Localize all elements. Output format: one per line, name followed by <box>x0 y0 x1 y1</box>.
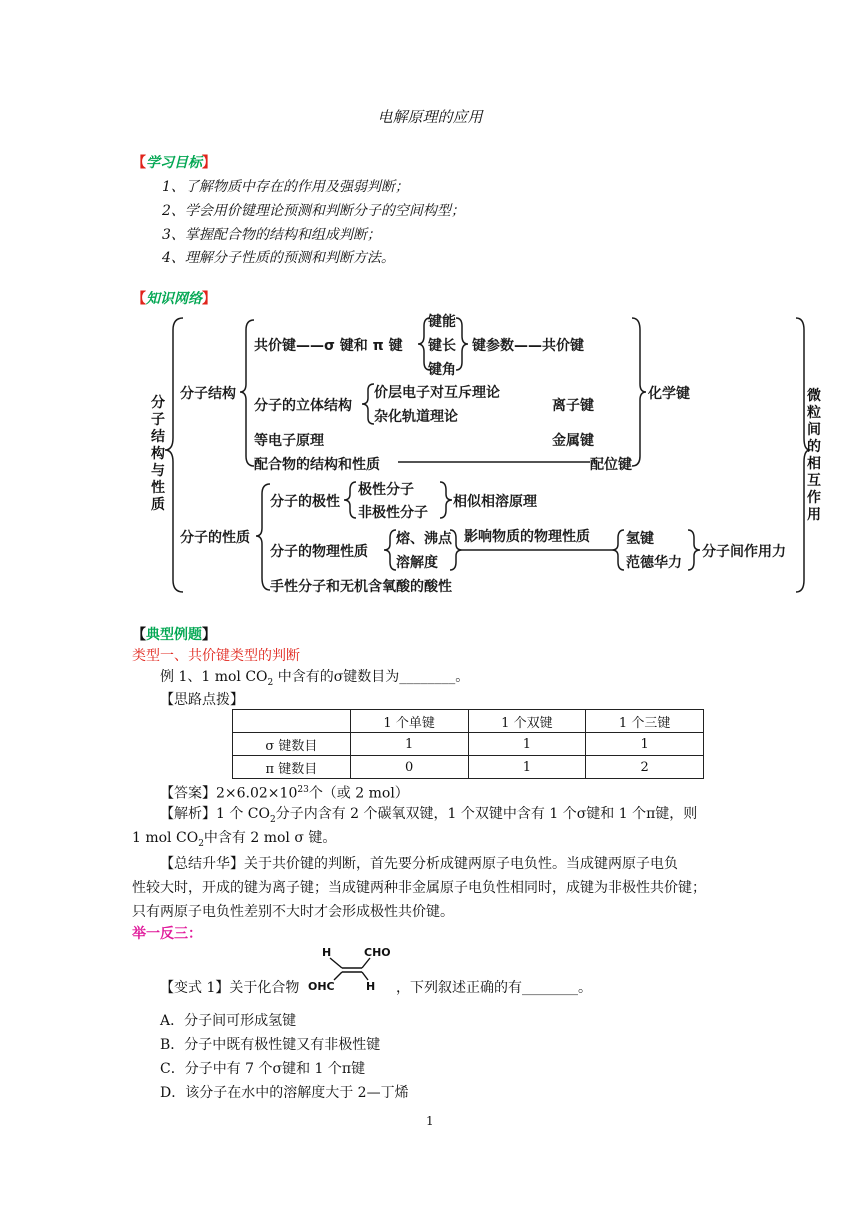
bracket-right: 】 <box>202 291 216 307</box>
table-cell: 1 个双键 <box>468 710 586 733</box>
option-b: B．分子中既有极性键又有非极性键 <box>160 1037 381 1053</box>
chemical-bond-brace <box>632 318 646 466</box>
table-cell: 1 <box>468 733 586 756</box>
summary-line-1 <box>160 852 678 876</box>
goals-heading-text: 学习目标 <box>146 155 202 171</box>
variant-1-question-b: ，下列叙述正确的有________。 <box>396 980 592 996</box>
bond-params-brace-right <box>456 318 468 370</box>
node-structure: 分子结构 <box>180 386 236 402</box>
table-cell: σ 键数目 <box>233 733 351 756</box>
node-influence: 影响物质的物理性质 <box>464 529 590 545</box>
mol-label-h-bottom: H <box>366 980 376 993</box>
node-polarity: 分子的极性 <box>270 494 340 510</box>
bond-param: 键角 <box>428 362 456 378</box>
bracket-right: 】 <box>202 155 216 171</box>
structure-brace <box>240 320 254 466</box>
table-row <box>233 756 704 779</box>
node-chiral: 手性分子和无机含氧酸的酸性 <box>270 579 452 595</box>
ex1-text-a: 例 1、1 mol CO <box>160 669 268 685</box>
polarity-type: 极性分子 <box>358 482 414 498</box>
node-coordination-bond: 配位键 <box>590 457 632 473</box>
network-heading-text: 知识网络 <box>146 291 202 307</box>
analysis-label: 【解析】 <box>160 806 216 822</box>
analysis-text: 1 mol CO <box>132 830 199 846</box>
summary-label: 【总结升华】 <box>160 856 244 872</box>
table-cell: 1 个三键 <box>586 710 704 733</box>
summary-line-3: 只有两原子电负性差别不大时才会形成极性共价键。 <box>132 904 454 920</box>
root-brace <box>165 318 183 592</box>
physical-item: 熔、沸点 <box>396 531 452 547</box>
bond-param: 键能 <box>428 314 456 330</box>
forces-brace-right <box>688 530 700 570</box>
ex1-sub: 2 <box>267 677 274 688</box>
polarity-brace-right <box>440 482 452 518</box>
answer-label: 【答案】 <box>160 785 216 802</box>
analysis-text-tail: 分子内含有 2 个碳氧双键，1 个双键中含有 1 个σ键和 1 个π键，则 <box>275 806 698 822</box>
node-like-dissolves: 相似相溶原理 <box>453 494 537 510</box>
bracket-right: 】 <box>202 627 216 643</box>
type-heading: 类型一、共价键类型的判断 <box>132 648 300 664</box>
page-number: 1 <box>426 1114 434 1128</box>
table-cell: 1 个单键 <box>350 710 468 733</box>
table-cell: 1 <box>586 733 704 756</box>
polarity-brace <box>344 482 356 518</box>
force-item: 范德华力 <box>626 555 682 571</box>
bond-param: 键长 <box>428 338 456 354</box>
variant-text: 关于化合物 <box>229 980 300 996</box>
variant-label: 【变式 1】 <box>160 980 230 996</box>
analysis-text: 1 个 CO <box>216 806 270 822</box>
mol-label-cho: CHO <box>364 946 391 959</box>
node-intermolecular: 分子间作用力 <box>702 544 786 560</box>
answer-text: 2×6.02×10 <box>216 785 298 802</box>
analysis-sub: 2 <box>198 838 204 849</box>
shape-theory: 价层电子对互斥理论 <box>374 385 500 401</box>
node-ionic: 离子键 <box>552 398 594 414</box>
node-isoelectronic: 等电子原理 <box>254 433 324 449</box>
table-cell: 2 <box>586 756 704 779</box>
node-covalent: 共价键——σ 键和 π 键 <box>254 338 403 354</box>
answer-sup: 23 <box>297 785 309 795</box>
forces-brace <box>612 530 624 570</box>
table-header-row <box>233 710 704 733</box>
table-cell: π 键数目 <box>233 756 351 779</box>
mol-label-h-top: H <box>322 946 332 959</box>
answer-text-tail: 个（或 2 mol） <box>308 785 409 802</box>
node-physical: 分子的物理性质 <box>270 544 368 560</box>
bracket-left: 【 <box>132 627 146 643</box>
bracket-left: 【 <box>132 291 146 307</box>
summary-line-2: 性较大时，开成的键为离子键；当成键两种非金属原子电负性相同时，成键为非极性共价键； <box>132 880 706 896</box>
node-properties: 分子的性质 <box>180 530 250 546</box>
mol-label-ohc: OHC <box>308 980 335 993</box>
option-d: D．该分子在水中的溶解度大于 2—丁烯 <box>160 1085 409 1101</box>
follow-up-heading: 举一反三： <box>132 926 202 942</box>
ex1-text-b: 中含有的σ键数目为________。 <box>273 669 470 685</box>
properties-brace <box>256 484 270 590</box>
physical-item: 溶解度 <box>396 555 438 571</box>
physical-brace <box>384 530 396 570</box>
shape-brace <box>362 384 374 424</box>
table-cell: 0 <box>350 756 468 779</box>
goal-item: 3、掌握配合物的结构和组成判断； <box>162 227 381 243</box>
polarity-type: 非极性分子 <box>358 505 428 521</box>
goal-item: 2、学会用价键理论预测和判断分子的空间构型； <box>162 203 465 219</box>
force-item: 氢键 <box>626 531 654 547</box>
network-right-side: 微 粒 间 的 相 互 作 用 <box>807 388 821 523</box>
node-bond-params: 键参数——共价键 <box>472 338 584 354</box>
table-row <box>233 733 704 756</box>
table-cell <box>233 710 351 733</box>
bracket-left: 【 <box>132 155 146 171</box>
node-chemical-bond: 化学键 <box>648 386 690 402</box>
analysis-text-tail: 中含有 2 mol σ 键。 <box>203 830 337 846</box>
document-title: 电解原理的应用 <box>377 108 483 126</box>
examples-heading <box>132 624 216 644</box>
node-shape: 分子的立体结构 <box>254 398 352 414</box>
goal-item: 1、了解物质中存在的作用及强弱判断； <box>162 179 409 195</box>
node-coordination: 配合物的结构和性质 <box>254 457 380 473</box>
variant-1-question-a <box>160 976 299 1000</box>
node-metallic: 金属键 <box>552 433 594 449</box>
analysis-sub: 2 <box>270 814 276 825</box>
shape-theory: 杂化轨道理论 <box>374 409 458 425</box>
summary-text: 关于共价键的判断，首先要分析成键两原子电负性。当成键两原子电负 <box>244 856 678 872</box>
network-root: 分 子 结 构 与 性 质 <box>151 395 165 513</box>
goal-item: 4、理解分子性质的预测和判断方法。 <box>162 250 395 266</box>
option-a: A．分子间可形成氢键 <box>160 1013 297 1029</box>
table-cell: 1 <box>350 733 468 756</box>
table-cell: 1 <box>468 756 586 779</box>
sigma-pi-table <box>232 709 704 779</box>
hint-label: 【思路点拨】 <box>160 692 244 708</box>
examples-heading-text: 典型例题 <box>146 627 202 643</box>
option-c: C．分子中有 7 个σ键和 1 个π键 <box>160 1061 366 1077</box>
